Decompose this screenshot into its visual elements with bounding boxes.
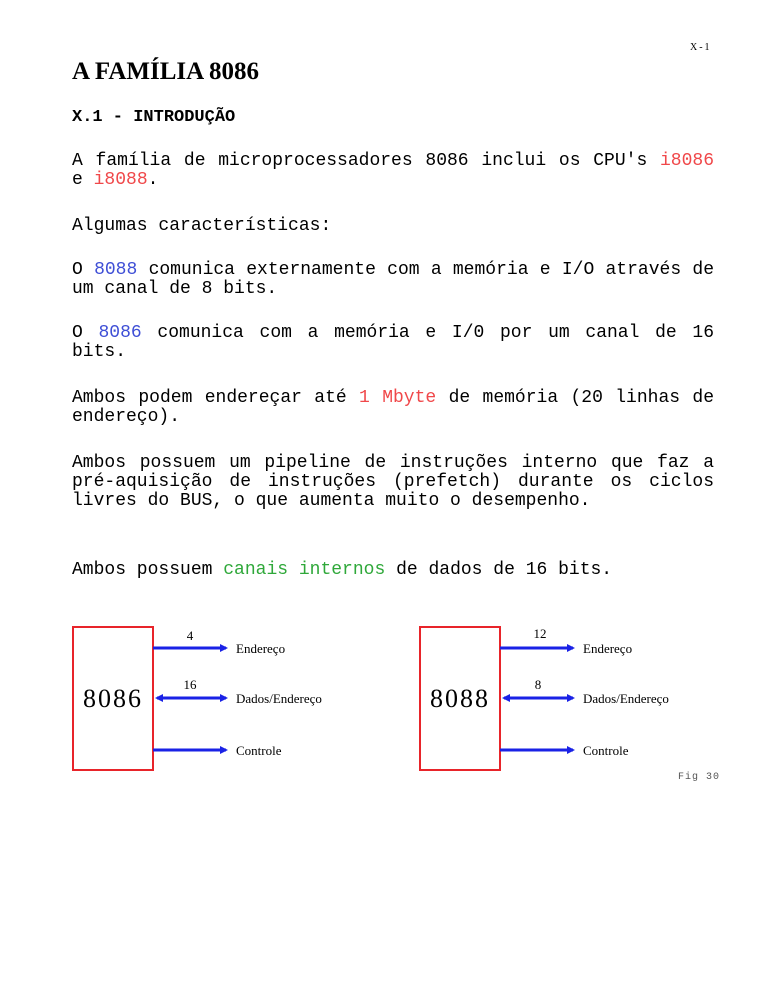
paragraph-text: Ambos possuem [72,560,224,580]
paragraph-text: . [147,170,159,190]
control-bus-label: Controle [236,743,282,758]
page-title: A FAMÍLIA 8086 [72,58,260,85]
paragraph-text: comunica com a memória e I/0 por um canal de 16 bits. [72,323,714,362]
cpu-box-label: 8086 [83,684,143,713]
paragraph-text: de dados de 16 bits. [385,560,613,580]
paragraph-text: Ambos podem endereçar até [72,388,360,408]
control-bus-label: Controle [583,743,629,758]
cpu-name-i8088: i8088 [93,170,148,190]
paragraph-text: A família de microprocessadores 8086 inclui os CPU's [72,151,660,171]
paragraph-text: comunica externamente com a memória e I/O através de um canal de 8 bits. [72,260,714,299]
chip-name-8086: 8086 [98,323,142,343]
address-bus-width: 12 [533,626,547,641]
data-bus-label: Dados/Endereço [583,691,669,706]
diagram-8086 [73,627,322,770]
section-heading: X.1 - INTRODUÇÃO [72,108,236,127]
cpu-box-label: 8088 [430,684,490,713]
address-bus-label: Endereço [583,641,633,656]
diagram-8088 [420,626,669,770]
paragraph-text: O [72,323,99,343]
address-bus-width: 4 [186,628,194,643]
paragraph-text: de memória (20 linhas de endereço). [72,388,714,427]
paragraph-text: O [72,260,95,280]
cpu-name-i8086: i8086 [659,151,714,171]
data-bus-width: 16 [183,677,197,692]
data-bus-width: 8 [534,677,542,692]
address-bus-label: Endereço [236,641,286,656]
data-bus-label: Dados/Endereço [236,691,322,706]
paragraph-pipeline: Ambos possuem um pipeline de instruções interno que faz a pré-aquisição de instruções (prefetch) durante os ciclos livres do BUS, o que aumenta muito o desempenho. [72,453,714,511]
paragraph-text: e [72,170,94,190]
chip-name-8088: 8088 [94,260,138,280]
paragraph-features-intro: Algumas características: [72,216,332,236]
highlight-1-mbyte: 1 Mbyte [359,388,437,408]
highlight-internal-channels: canais internos [223,560,386,580]
figure-caption: Fig 30 [678,772,721,783]
page-number: X-1 [690,42,712,53]
